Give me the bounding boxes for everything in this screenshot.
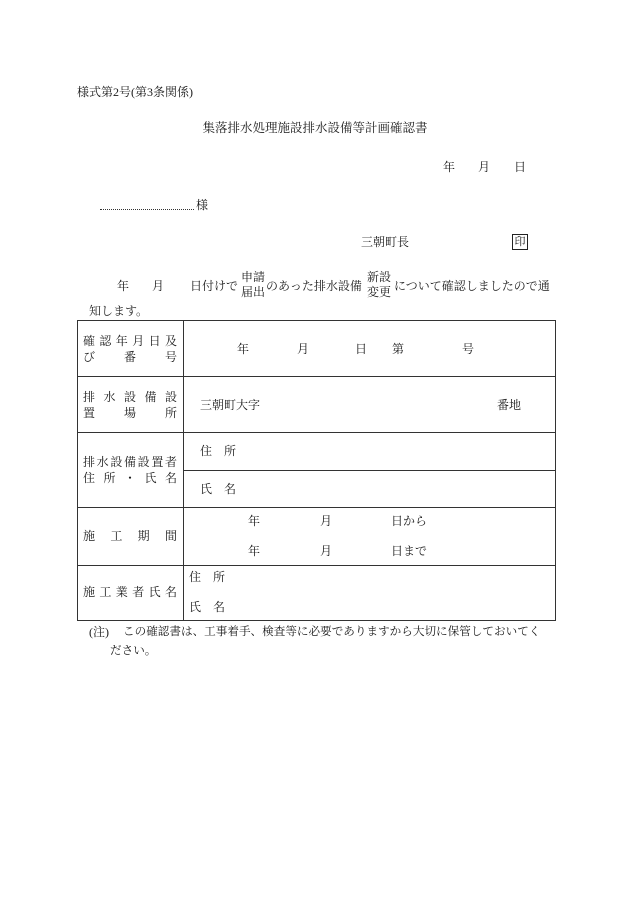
form-number: 様式第2号(第3条関係) [77,85,193,99]
label-cell [78,566,184,620]
note-line1: この確認書は、工事着手、検査等に必要でありますから大切に保管しておいてく [123,625,541,638]
period-start-day: 日から [391,514,428,528]
period-end-year: 年 [248,544,261,558]
row-installation-location [78,376,555,432]
value-cell [184,508,555,565]
label-cell [78,377,184,432]
date-day: 日 [514,160,527,174]
addressee-dotted-line [100,203,194,210]
location-lot: 番地 [497,398,522,412]
label-line: 置場所 [83,406,177,420]
issuer-name: 三朝町長 [361,235,410,249]
note-line2: ださい。 [110,644,157,657]
notice-day: 日付けで [190,279,239,293]
label-line: 確認年月日及 [83,334,177,348]
work-type-new: 新設 [367,270,392,284]
row-confirmation-date-number [78,321,555,376]
period-end-day: 日まで [391,544,428,558]
installer-address-label: 住 所 [200,444,237,458]
period-start-year: 年 [248,514,261,528]
label-cell [78,508,184,565]
seal-mark: 印 [512,234,528,250]
notice-line2: 知します。 [89,304,149,318]
label-line: び番号 [83,350,177,364]
notice-line1-end: について確認しましたので通 [394,279,550,293]
period-end-month: 月 [320,544,333,558]
submission-type-notify: 届出 [241,285,266,299]
date-year: 年 [443,160,456,174]
row-installer [78,432,555,507]
confirmation-day: 日 [355,342,368,356]
location-town: 三朝町大字 [200,398,261,412]
row-contractor [78,565,555,620]
installer-name-label: 氏 名 [200,482,237,496]
contractor-name-label: 氏 名 [189,600,226,614]
period-start-month: 月 [320,514,333,528]
notice-month: 月 [152,279,165,293]
label-line: 排水設備設置者 [83,455,177,469]
work-type-change: 変更 [367,285,392,299]
cell-divider [184,470,555,471]
notice-middle-text: のあった排水設備 [266,279,362,293]
submission-type-apply: 申請 [241,270,266,284]
confirmation-number-prefix: 第 [392,342,405,356]
label-cell [78,433,184,507]
addressee-honorific: 様 [196,198,209,212]
label-line: 施工業者氏名 [83,585,177,599]
value-cell [184,377,555,432]
label-line: 施工期間 [83,529,177,543]
value-cell [184,566,555,620]
note-marker: (注) [89,625,109,639]
value-cell [184,321,555,376]
confirmation-number-suffix: 号 [462,342,475,356]
document-title: 集落排水処理施設排水設備等計画確認書 [202,121,428,135]
confirmation-table [77,320,556,621]
date-month: 月 [478,160,491,174]
label-line: 排水設備設 [83,390,177,404]
confirmation-month: 月 [297,342,310,356]
value-cell [184,433,555,507]
label-cell [78,321,184,376]
contractor-address-label: 住 所 [189,570,226,584]
row-construction-period [78,507,555,565]
confirmation-year: 年 [237,342,250,356]
label-line: 住所・氏名 [83,471,177,485]
notice-year: 年 [117,279,130,293]
